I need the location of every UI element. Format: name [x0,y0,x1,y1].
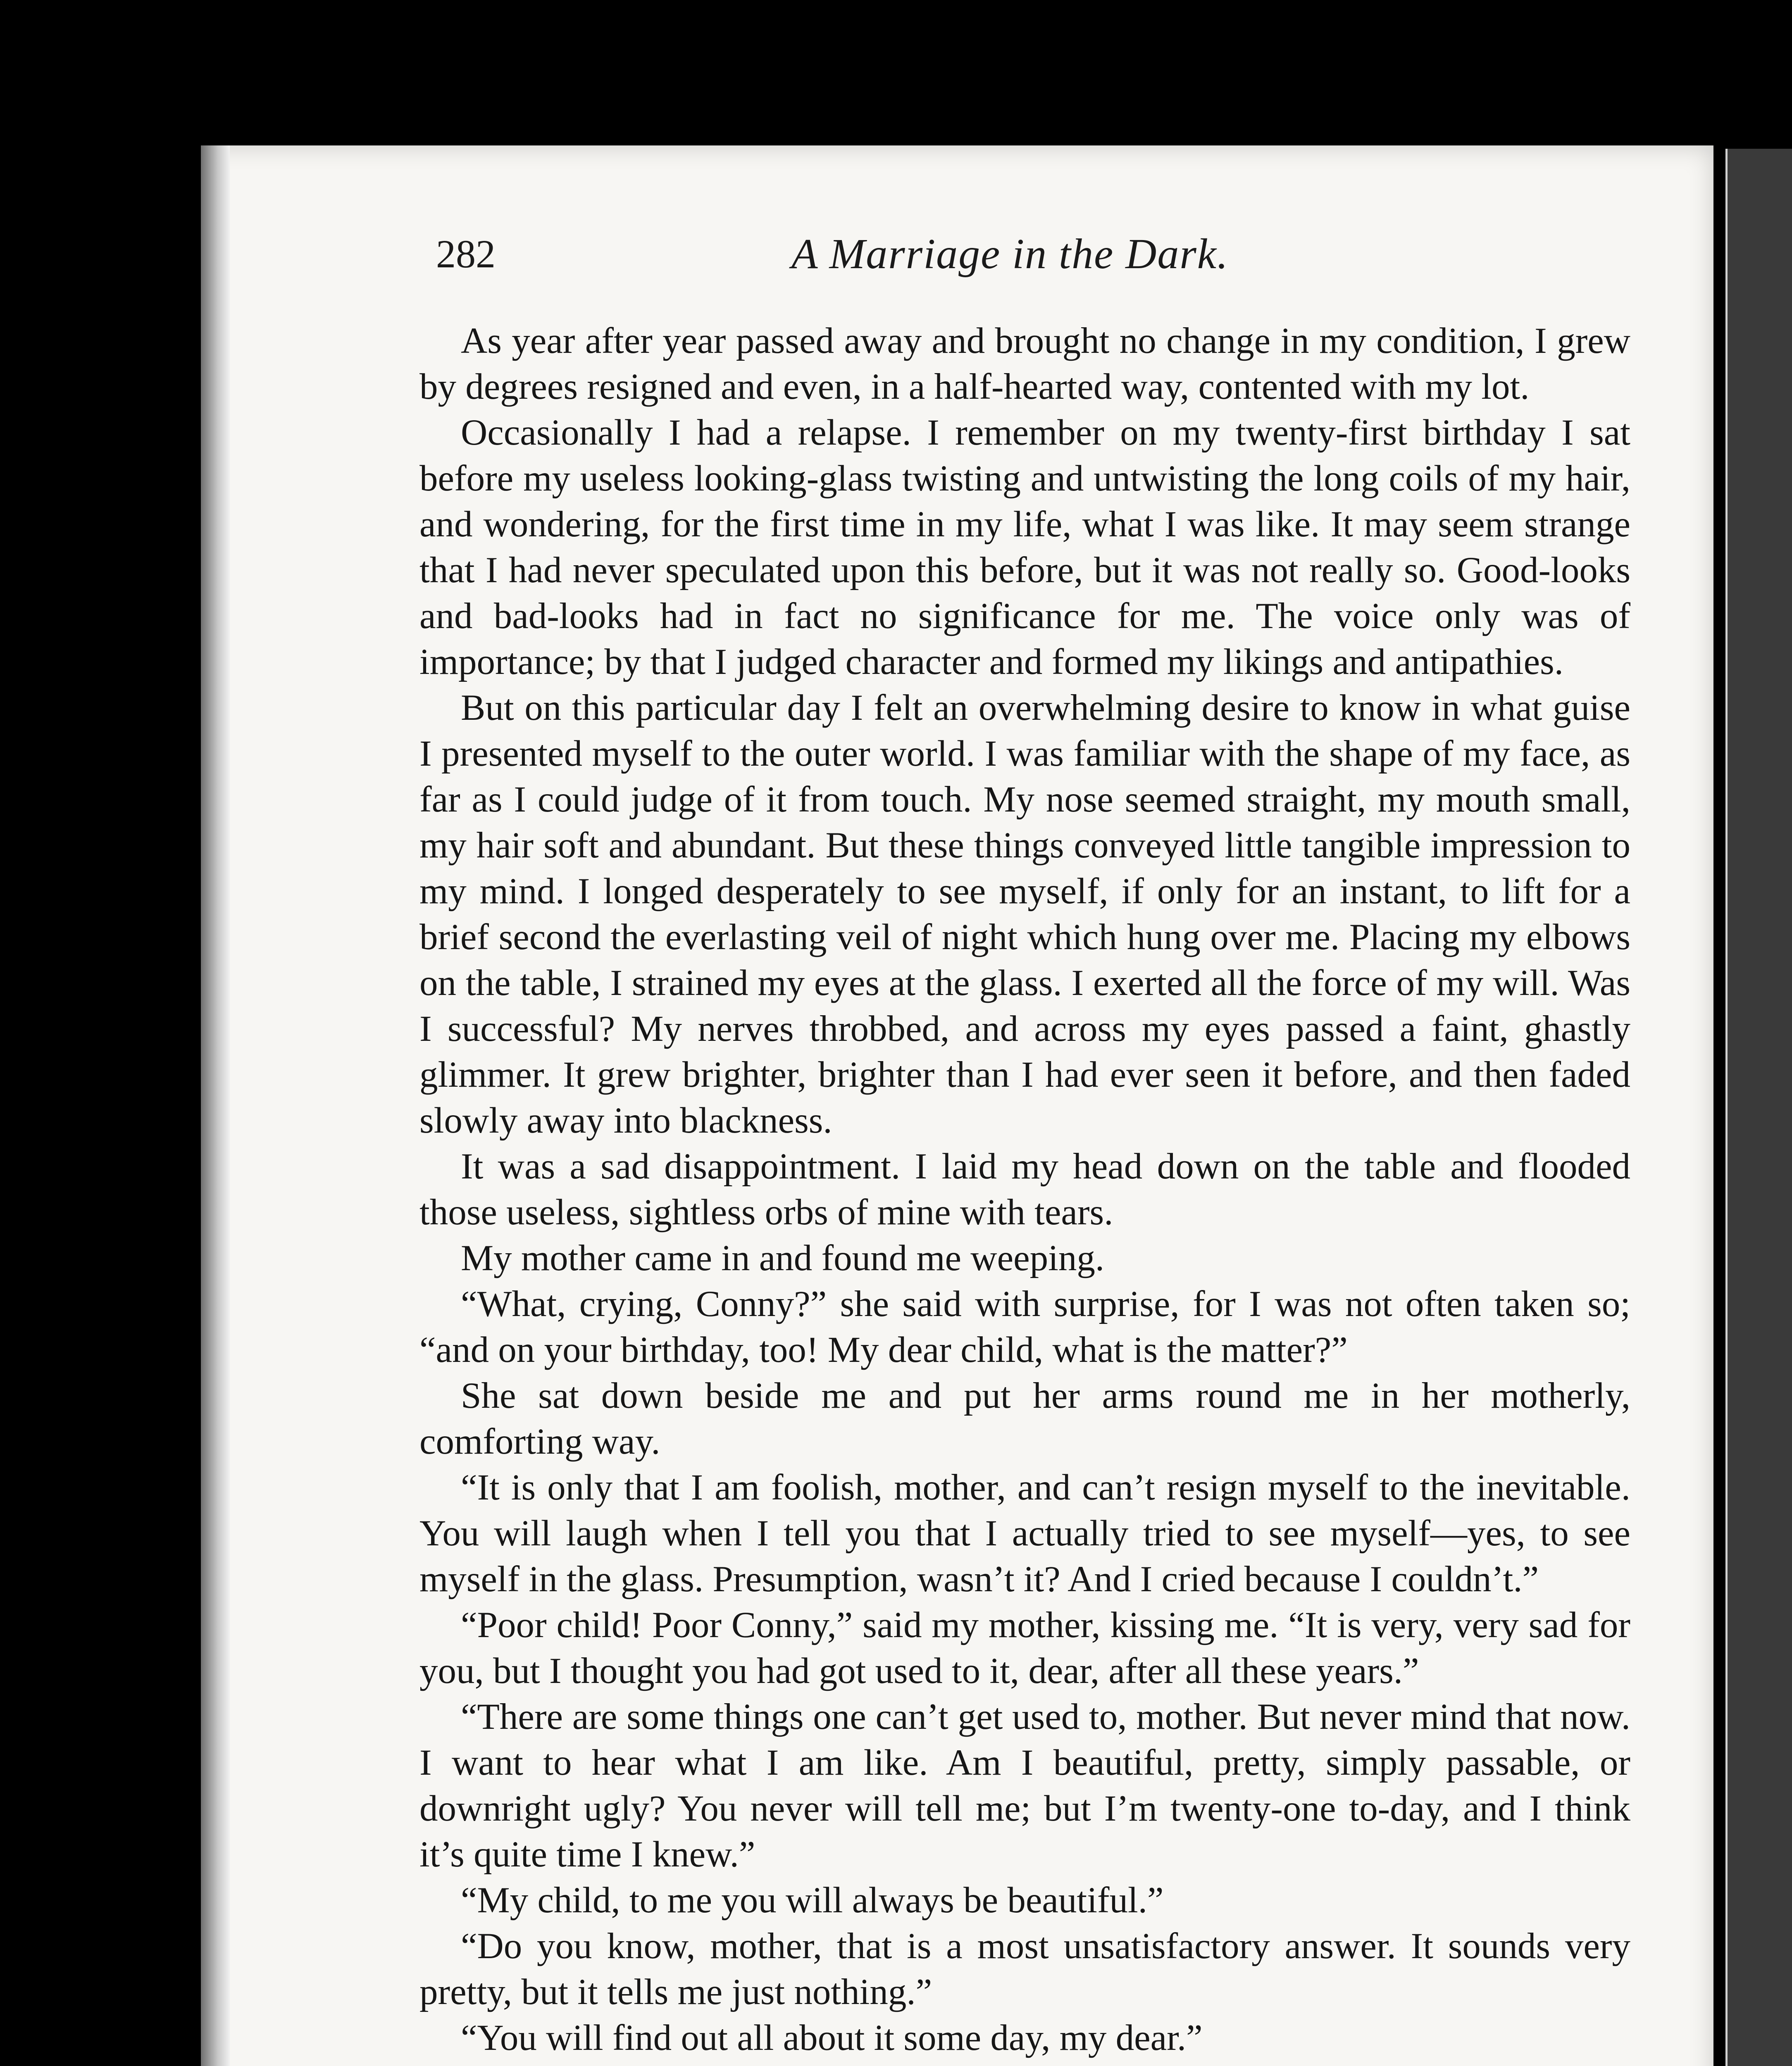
paragraph: “There are some things one can’t get used to, mother. But never mind that now. I want to hear what I am like. Am I beautiful, pretty, simply passable, or downright ugly? You never will tell me; but I’m twenty-one to-day, and I think it’s quite time I knew.” [419,1697,1630,1875]
paragraph: Occasionally I had a relapse. I remember on my twenty-first birthday I sat before my useless looking-glass twisting and untwisting the long coils of my hair, and wondering, for the first time in my life, what I was like. It may seem strange that I had never speculated upon this before, but it was not really so. Good-looks and bad-looks had in fact no significance for me. The voice only was of importance; by that I judged character and formed my likings and antipathies. [419,412,1630,682]
paragraph: “Poor child! Poor Conny,” said my mother, kissing me. “It is very, very sad for you, but I thought you had got used to it, dear, after all these years.” [419,1605,1630,1691]
paragraph: She sat down beside me and put her arms round me in her motherly, comforting way. [419,1376,1630,1462]
paragraph: “Do you know, mother, that is a most unsatisfactory answer. It sounds very pretty, but it tells me just nothing.” [419,1926,1630,2012]
paragraph: “It is only that I am foolish, mother, and can’t resign myself to the inevitable. You will laugh when I tell you that I actually tried to see myself—yes, to see myself in the glass. Presumption, wasn’t it? And I cried because I couldn’t.” [419,1467,1630,1599]
running-head [436,225,1635,283]
body-text [419,318,1630,2061]
paragraph: But on this particular day I felt an overwhelming desire to know in what guise I presented myself to the outer world. I was familiar with the shape of my face, as far as I could judge of it from touch. My nose seemed straight, my mouth small, my hair soft and abundant. But these things conveyed little tangible impression to my mind. I longed desperately to see myself, if only for an instant, to lift for a brief second the everlasting veil of night which hung over me. Placing my elbows on the table, I strained my eyes at the glass. I exerted all the force of my will. Was I successful? My nerves throbbed, and across my eyes passed a faint, ghastly glimmer. It grew brighter, brighter than I had ever seen it before, and then faded slowly away into blackness. [419,688,1630,1141]
adjacent-page [1728,149,1792,2066]
paragraph: “My child, to me you will always be beautiful.” [461,1880,1164,1921]
paragraph: “What, crying, Conny?” she said with surprise, for I was not often taken so; “and on your birthday, too! My dear child, what is the matter?” [419,1284,1630,1370]
paragraph: It was a sad disappointment. I laid my head down on the table and flooded those useless, sightless orbs of mine with tears. [419,1146,1630,1233]
paragraph: “You will find out all about it some day, my dear.” [461,2018,1203,2058]
book-title: A Marriage in the Dark. [791,230,1229,278]
page-binding-gutter [201,145,230,2066]
page-number: 282 [436,232,496,276]
paragraph: As year after year passed away and brought no change in my condition, I grew by degrees resigned and even, in a half-hearted way, contented with my lot. [419,321,1630,407]
paragraph: My mother came in and found me weeping. [461,1238,1105,1278]
